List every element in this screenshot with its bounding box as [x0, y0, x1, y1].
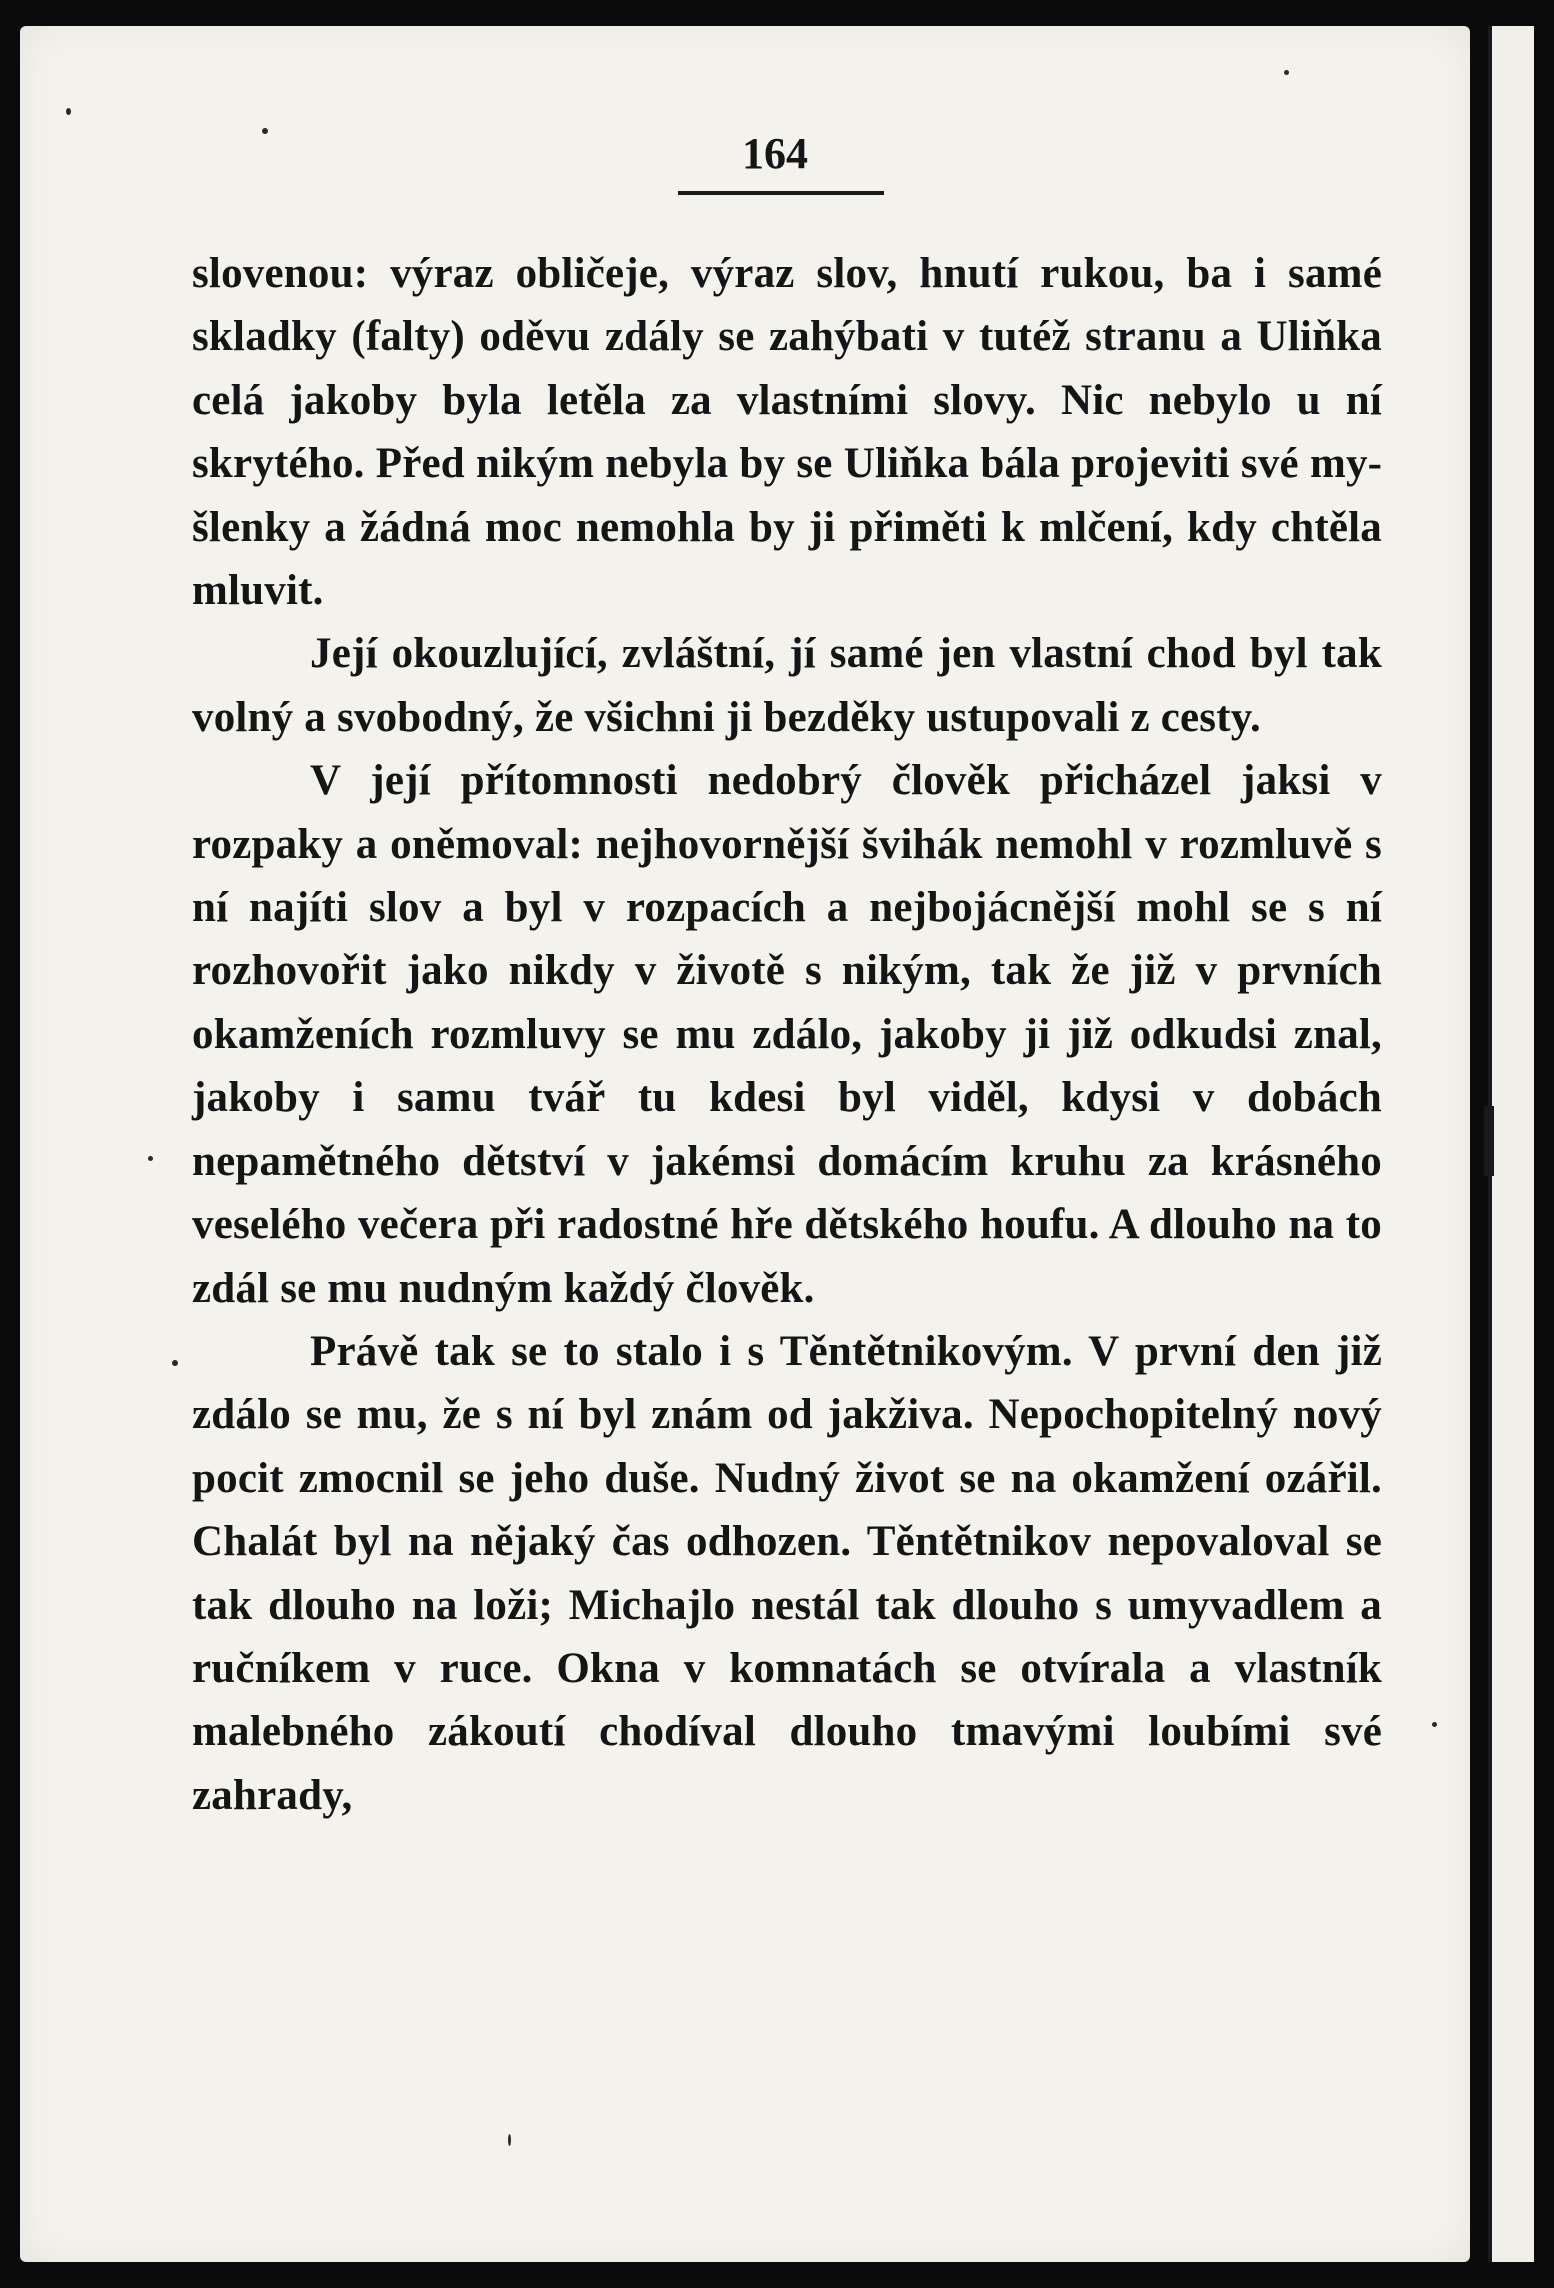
scan-speck [1432, 1722, 1437, 1727]
paragraph: Její okouzlující, zvláštní, jí samé jen vlastní chod byl tak volný a svobodný, že všichni ji bezděky ustupovali z cesty. [192, 630, 1382, 741]
paragraph: V její přítomnosti nedobrý člověk přicházel jaksi v rozpaky a oněmoval: nejhovornější švihák nemohl v rozmluvě s ní najíti slov a byl v rozpacích a nejbojácnější mohl se s ní rozhovořit jako nikdy v životě s nikým, tak že již v prvních okamženích rozmluvy se mu zdálo, jakoby ji již odkudsi znal, jakoby i samu tvář tu kdesi byl viděl, kdysi v dobách nepamětného dětství v jakémsi domácím kruhu za krásného veselého večera při radostné hře dětského houfu. A dlouho na to zdál se mu nudným každý člověk. [192, 757, 1382, 1312]
scan-speck [508, 2134, 511, 2146]
paragraph: slovenou: výraz obličeje, výraz slov, hnutí rukou, ba i samé skladky (falty) oděvu zdály se zahýbati v tutéž stranu a Uliňka celá jakoby byla letěla za vlastními slovy. Nic nebylo u ní skrytého. Před nikým nebyla by se Uliňka bála projeviti své myšlenky a žádná moc nemohla by ji přiměti k mlčení, kdy chtěla mluvit. [192, 250, 1382, 615]
adjacent-page-edge [1488, 26, 1534, 2262]
scan-speck [66, 108, 71, 115]
scan-speck [1284, 70, 1289, 75]
scan-speck [262, 128, 268, 134]
scan-speck [148, 1156, 153, 1161]
page-number: 164 [742, 129, 808, 178]
book-page [20, 26, 1470, 2262]
edge-notch [1484, 1106, 1494, 1176]
scan-speck [172, 1360, 178, 1366]
paragraph: Právě tak se to stalo i s Těntětnikovým. V první den již zdálo se mu, že s ní byl znám od jakživa. Nepochopitelný nový pocit zmocnil se jeho duše. Nudný život se na okamžení ozářil. Chalát byl na nějaký čas odhozen. Těntětnikov nepovaloval se tak dlouho na loži; Michajlo nestál tak dlouho s umyvadlem a ručníkem v ruce. Okna v komnatách se otvírala a vlastník malebného zákoutí chodíval dlouho tmavými loubími své zahrady, [192, 1327, 1382, 1819]
body-text [192, 242, 1382, 1827]
header-rule [678, 191, 884, 195]
